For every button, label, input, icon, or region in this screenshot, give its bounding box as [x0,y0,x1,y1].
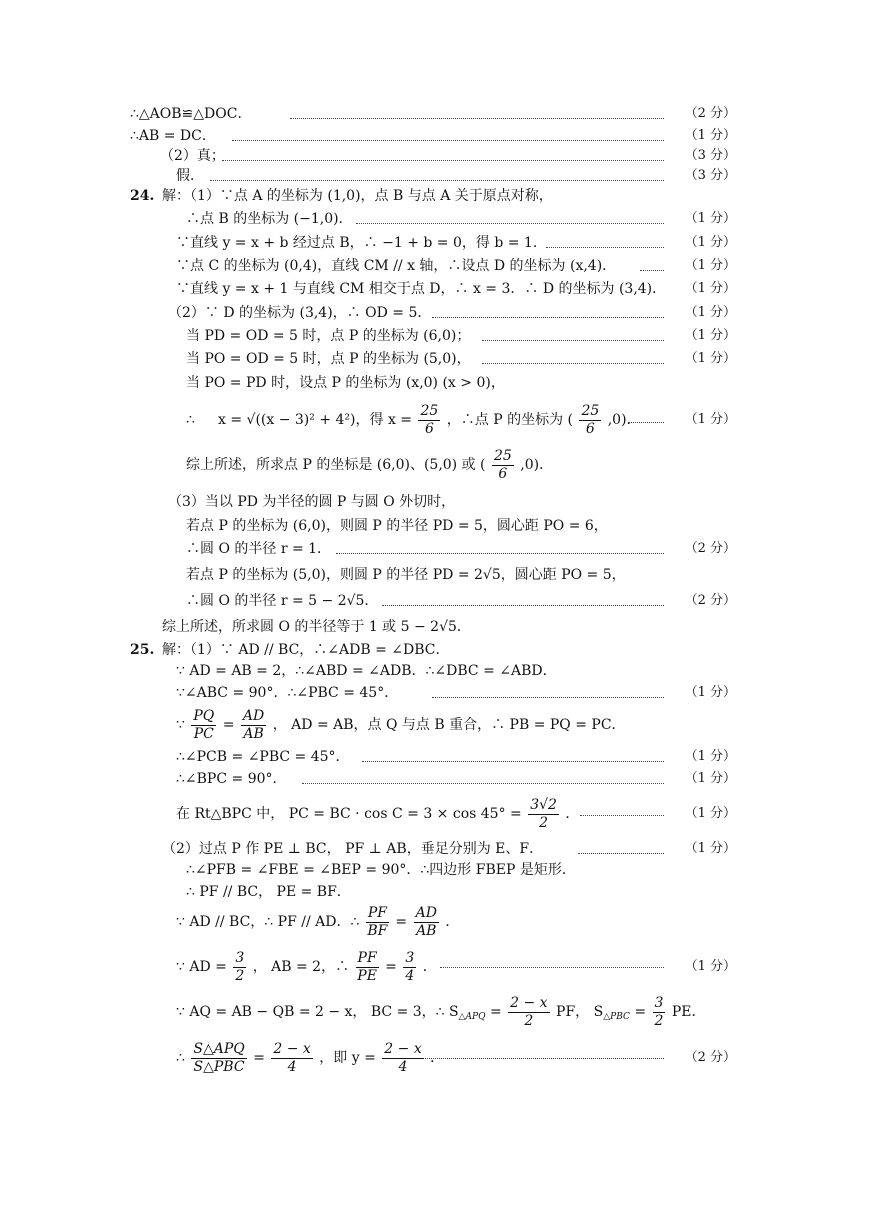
dot-leader [382,605,664,606]
dot-leader [425,1058,664,1059]
fraction [508,995,549,1030]
line-text: 当 PD = OD = 5 时，点 P 的坐标为 (6,0)； [186,328,471,344]
dot-leader [628,422,664,423]
line-text: ． [565,806,580,822]
line-text: （3）当以 PD 为半径的圆 P 与圆 O 外切时， [168,494,456,510]
dot-leader [302,783,664,784]
denominator: 4 [287,1058,297,1075]
math-expression [186,445,553,485]
dot-leader [336,553,664,554]
denominator: 6 [585,420,595,437]
score-label: （3 分） [684,168,736,183]
denominator: 2 [235,967,245,984]
fraction [366,905,389,940]
numerator: PF [367,904,387,921]
problem-number: 25. [130,642,155,658]
score-label: （1 分） [684,806,736,821]
line-text: ∵ AD // BC，∴ PF // AD．∴ [176,914,360,930]
numerator: 3√2 [530,796,557,813]
line-text: ∴∠PFB = ∠FBE = ∠BEP = 90°．∴四边形 FBEP 是矩形． [186,862,576,878]
denominator: 2 [524,1012,534,1029]
line-text: ∵ AD = AB = 2，∴∠ABD = ∠ADB．∴∠DBC = ∠ABD． [176,663,557,679]
line-text: ∴∠PCB = ∠PBC = 45°． [176,749,350,765]
score-label: （2 分） [684,106,736,121]
solution-line [0,1036,869,1080]
dot-leader [290,118,664,119]
line-text: ，∴点 P 的坐标为 ( [446,412,573,428]
line-text: ∴AB = DC． [130,128,216,144]
line-text: ． [422,959,437,975]
fraction [414,905,439,940]
line-text: ． [430,1050,445,1066]
fraction [528,797,559,832]
line-text: ∴△AOB≌△DOC． [130,106,252,122]
line-text: （2）真； [160,148,225,164]
problem-number: 24. [130,188,155,204]
dot-leader [432,697,664,698]
equals-sign: = [395,914,408,930]
line-text: ，即 y = [319,1050,376,1066]
line-text: ,0)． [607,412,641,428]
line-text: 若点 P 的坐标为 (6,0)，则圆 P 的半径 PD = 5，圆心距 PO = 6， [186,518,608,534]
denominator: 2 [654,1012,664,1029]
dot-leader [580,815,664,816]
score-label: （3 分） [684,148,736,163]
line-text: 当 PO = PD 时，设点 P 的坐标为 (x,0) (x > 0)， [186,375,505,391]
line-text: ∴圆 O 的半径 r = 1． [186,541,332,557]
dot-leader [440,967,664,968]
score-label: （1 分） [684,351,736,366]
line-text: ∵直线 y = x + b 经过点 B，∴ −1 + b = 0，得 b = 1． [176,235,547,251]
math-expression [176,793,579,835]
score-label: （1 分） [684,211,736,226]
line-text: ∵∠ABC = 90°．∴∠PBC = 45°． [176,685,399,701]
numerator: PF [357,949,377,966]
equals-sign: = [253,1050,265,1066]
denominator: 6 [498,465,508,482]
dot-leader [362,761,664,762]
denominator: 2 [539,814,549,831]
line-text: （2）∵ D 的坐标为 (3,4)，∴ OD = 5． [168,305,432,321]
fraction [382,1041,423,1076]
because-symbol: ∵ [176,717,185,733]
fraction [579,403,601,438]
score-label: （2 分） [684,1050,736,1065]
therefore-symbol: ∴ [186,412,195,428]
math-expression [176,1036,444,1080]
line-text: 若点 P 的坐标为 (5,0)，则圆 P 的半径 PD = 2√5，圆心距 PO = 5， [186,567,626,583]
equals-sign: = [222,717,235,733]
solution-line [0,400,869,440]
score-label: （1 分） [684,771,736,786]
dot-leader [640,270,664,271]
score-label: （2 分） [684,593,736,608]
numerator: 25 [420,402,439,419]
numerator: 3 [405,949,415,966]
line-text: ,0)． [520,457,554,473]
fraction [492,448,514,483]
math-expression [176,990,706,1039]
line-text: ∵ AQ = AB − QB = 2 − x， BC = 3，∴ S [176,1004,459,1020]
solution-line [0,990,869,1034]
denominator: AB [416,922,437,939]
equals-sign: = [634,1004,647,1020]
solution-line [0,945,869,989]
fraction [418,403,440,438]
numerator: 3 [654,994,664,1011]
dot-leader [210,180,664,181]
math-expression [176,900,459,944]
score-label: （1 分） [684,749,736,764]
denominator: 4 [405,967,415,984]
numerator: 25 [493,447,512,464]
line-text: ∴点 B 的坐标为 (−1,0)． [186,211,353,227]
subscript: △APQ [458,1012,486,1022]
line-text: 综上所述，所求点 P 的坐标是 (6,0)、(5,0) 或 ( [186,457,486,473]
dot-leader [578,853,664,854]
score-label: （1 分） [684,328,736,343]
solution-line [0,900,869,944]
score-label: （1 分） [684,281,736,296]
line-text: ∴ PF // BC， PE = BF． [186,884,351,900]
dot-leader [482,340,664,341]
numerator: 2 − x [384,1040,422,1057]
line-text: ∴圆 O 的半径 r = 5 − 2√5． [186,593,379,609]
score-label: （2 分） [684,541,736,556]
dot-leader [356,223,664,224]
fraction [271,1041,312,1076]
numerator: S△APQ [193,1040,245,1057]
subscript: △PBC [603,1012,630,1022]
line-text: ， AD = AB，点 Q 与点 B 重合，∴ PB = PQ = PC． [272,717,626,733]
score-label: （1 分） [684,959,736,974]
denominator: PC [193,725,214,742]
fraction [233,950,246,985]
dot-leader [232,140,664,141]
line-text: PE． [671,1004,706,1020]
line-text: ∵ AD = [176,959,227,975]
numerator: AD [242,707,265,724]
line-text: ∵直线 y = x + 1 与直线 CM 相交于点 D，∴ x = 3．∴ D 的坐标为 (3,4)． [176,281,667,297]
solution-line [0,445,869,485]
numerator: 2 − x [510,994,548,1011]
score-label: （1 分） [684,412,736,427]
fraction [191,1041,246,1076]
math-expression [176,945,437,989]
math-expression [176,704,626,746]
line-text: ． [445,914,460,930]
score-label: （1 分） [684,305,736,320]
dot-leader [482,363,664,364]
dot-leader [222,160,664,161]
denominator: 4 [398,1058,408,1075]
fraction [356,950,379,985]
score-label: （1 分） [684,841,736,856]
line-text: PF， S [556,1004,604,1020]
denominator: S△PBC [193,1058,245,1075]
numerator: 3 [235,949,245,966]
fraction [403,950,416,985]
line-text: ∵点 C 的坐标为 (0,4)，直线 CM // x 轴，∴设点 D 的坐标为 (x,4)． [176,258,617,274]
fraction [653,995,666,1030]
score-label: （1 分） [684,128,736,143]
line-text: （2）过点 P 作 PE ⊥ BC， PF ⊥ AB，垂足分别为 E、F． [162,841,544,857]
numerator: PQ [193,707,215,724]
numerator: 25 [581,402,600,419]
solution-line [0,704,869,746]
line-text: ， AB = 2，∴ [252,959,350,975]
denominator: PE [357,967,377,984]
line-text: 当 PO = OD = 5 时，点 P 的坐标为 (5,0)， [186,351,471,367]
solution-line [0,793,869,835]
line-text: 解：（1）∵点 A 的坐标为 (1,0)，点 B 与点 A 关于原点对称， [162,188,553,204]
fraction [241,708,266,743]
score-label: （1 分） [684,685,736,700]
numerator: AD [415,904,437,921]
therefore-symbol: ∴ [176,1050,185,1066]
denominator: 6 [424,420,434,437]
line-text: x = √((x − 3)² + 4²)，得 x = [218,412,413,428]
numerator: 2 − x [273,1040,311,1057]
score-label: （1 分） [684,258,736,273]
denominator: BF [367,922,388,939]
line-text: 解：（1）∵ AD // BC，∴∠ADB = ∠DBC． [162,642,450,658]
line-text: ∴∠BPC = 90°． [176,771,287,787]
denominator: AB [243,725,264,742]
fraction [191,708,216,743]
equals-sign: = [385,959,397,975]
line-text: 综上所述，所求圆 O 的半径等于 1 或 5 − 2√5． [162,619,471,635]
line-text: 在 Rt△BPC 中， PC = BC · cos C = 3 × cos 45° = [176,806,522,822]
dot-leader [546,247,664,248]
dot-leader [432,317,664,318]
score-label: （1 分） [684,235,736,250]
math-expression [218,400,641,440]
equals-sign: = [489,1004,502,1020]
line-text: 假． [176,168,204,184]
